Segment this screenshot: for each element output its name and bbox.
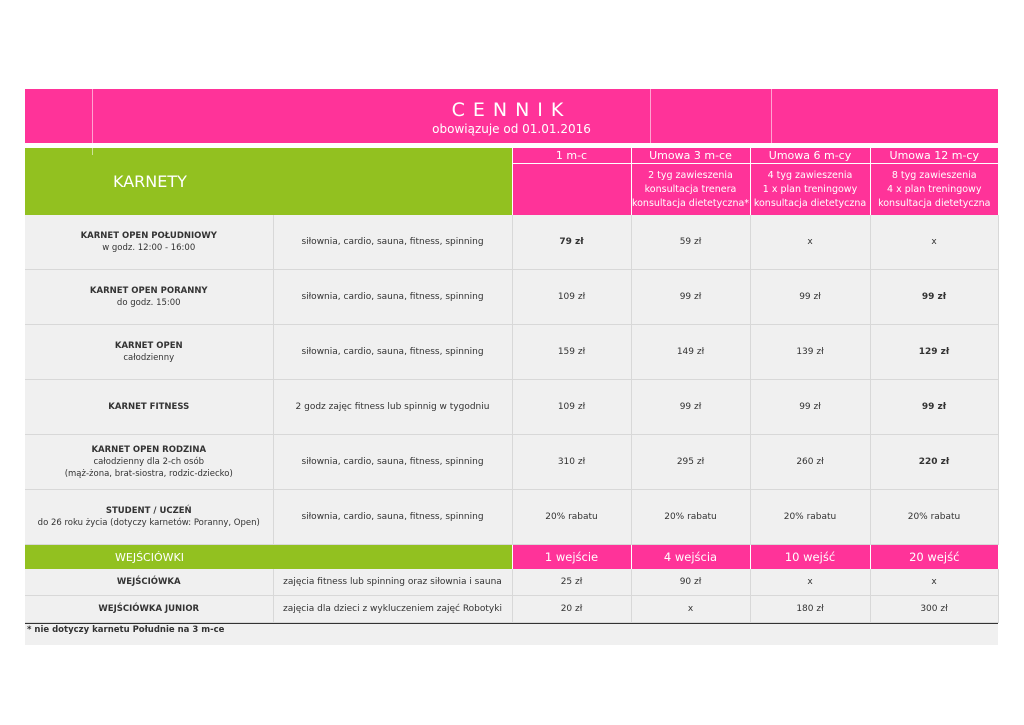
- table-row: [25, 380, 998, 435]
- plan-desc: 8 tyg zawieszenia 4 x plan treningowy konsultacja dietetyczna: [870, 164, 998, 216]
- entry-plan-header: 20 wejść: [870, 545, 998, 570]
- entry-plan-header: 4 wejścia: [631, 545, 750, 570]
- pass-name: KARNET OPEN całodzienny: [25, 325, 273, 380]
- price-cell: 20% rabatu: [870, 490, 998, 545]
- entry-name: WEJŚCIÓWKA: [25, 569, 273, 596]
- price-cell: 139 zł: [750, 325, 870, 380]
- price-cell: 25 zł: [512, 569, 631, 596]
- price-cell: 260 zł: [750, 435, 870, 490]
- price-cell: 99 zł: [631, 380, 750, 435]
- guide-line: [650, 89, 651, 143]
- price-cell: 59 zł: [631, 215, 750, 270]
- title-bar: [25, 89, 998, 143]
- price-cell: x: [750, 569, 870, 596]
- table-row: [25, 435, 998, 490]
- price-cell: 99 zł: [870, 380, 998, 435]
- pass-name: KARNET OPEN RODZINA całodzienny dla 2-ch osób (mąż-żona, brat-siostra, rodzic-dziecko): [25, 435, 273, 490]
- plan-header: Umowa 12 m-cy: [870, 148, 998, 164]
- wejsciowki-label: WEJŚCIÓWKI: [25, 545, 512, 570]
- price-cell: x: [870, 569, 998, 596]
- price-cell: 99 zł: [750, 380, 870, 435]
- table-row: [25, 215, 998, 270]
- entry-desc: zajęcia dla dzieci z wykluczeniem zajęć Robotyki: [273, 596, 512, 623]
- price-cell: 90 zł: [631, 569, 750, 596]
- price-cell: x: [870, 215, 998, 270]
- pass-desc: 2 godz zajęc fitness lub spinnig w tygodniu: [273, 380, 512, 435]
- pass-desc: siłownia, cardio, sauna, fitness, spinning: [273, 270, 512, 325]
- price-cell: 99 zł: [870, 270, 998, 325]
- price-cell: 20 zł: [512, 596, 631, 623]
- guide-line: [771, 89, 772, 143]
- karnety-label: KARNETY: [25, 148, 512, 215]
- price-cell: 20% rabatu: [631, 490, 750, 545]
- pass-desc: siłownia, cardio, sauna, fitness, spinning: [273, 435, 512, 490]
- pass-name: KARNET OPEN POŁUDNIOWY w godz. 12:00 - 16:00: [25, 215, 273, 270]
- pass-desc: siłownia, cardio, sauna, fitness, spinning: [273, 215, 512, 270]
- price-cell: 310 zł: [512, 435, 631, 490]
- price-cell: 20% rabatu: [512, 490, 631, 545]
- price-cell: 109 zł: [512, 270, 631, 325]
- wejsciowki-header: [25, 545, 998, 570]
- price-cell: 300 zł: [870, 596, 998, 623]
- plan-header: Umowa 3 m-ce: [631, 148, 750, 164]
- pass-desc: siłownia, cardio, sauna, fitness, spinning: [273, 325, 512, 380]
- price-cell: 159 zł: [512, 325, 631, 380]
- page-subtitle: obowiązuje od 01.01.2016: [432, 122, 591, 136]
- table-row: [25, 270, 998, 325]
- price-cell: 220 zł: [870, 435, 998, 490]
- plan-desc: 2 tyg zawieszenia konsultacja trenera konsultacja dietetyczna*: [631, 164, 750, 216]
- guide-line: [92, 89, 93, 155]
- pass-name: STUDENT / UCZEŃ do 26 roku życia (dotyczy karnetów: Poranny, Open): [25, 490, 273, 545]
- footnote: * nie dotyczy karnetu Południe na 3 m-ce: [25, 623, 998, 645]
- table-row: [25, 490, 998, 545]
- pass-desc: siłownia, cardio, sauna, fitness, spinning: [273, 490, 512, 545]
- price-cell: 149 zł: [631, 325, 750, 380]
- table-row: [25, 569, 998, 596]
- karnety-table: [25, 148, 999, 623]
- price-cell: 79 zł: [512, 215, 631, 270]
- pass-name: KARNET OPEN PORANNY do godz. 15:00: [25, 270, 273, 325]
- table-row: [25, 596, 998, 623]
- pass-name: KARNET FITNESS: [25, 380, 273, 435]
- price-list-sheet: [25, 89, 998, 645]
- price-cell: 99 zł: [631, 270, 750, 325]
- plan-header: 1 m-c: [512, 148, 631, 164]
- price-cell: x: [631, 596, 750, 623]
- plan-desc: [512, 164, 631, 216]
- entry-plan-header: 10 wejść: [750, 545, 870, 570]
- entry-desc: zajęcia fitness lub spinning oraz siłownia i sauna: [273, 569, 512, 596]
- entry-name: WEJŚCIÓWKA JUNIOR: [25, 596, 273, 623]
- plan-desc: 4 tyg zawieszenia 1 x plan treningowy konsultacja dietetyczna: [750, 164, 870, 216]
- plan-header: Umowa 6 m-cy: [750, 148, 870, 164]
- page-title: CENNIK: [451, 99, 572, 121]
- price-cell: 295 zł: [631, 435, 750, 490]
- price-cell: x: [750, 215, 870, 270]
- entry-plan-header: 1 wejście: [512, 545, 631, 570]
- table-row: [25, 325, 998, 380]
- price-cell: 180 zł: [750, 596, 870, 623]
- price-cell: 109 zł: [512, 380, 631, 435]
- price-cell: 129 zł: [870, 325, 998, 380]
- price-cell: 20% rabatu: [750, 490, 870, 545]
- price-cell: 99 zł: [750, 270, 870, 325]
